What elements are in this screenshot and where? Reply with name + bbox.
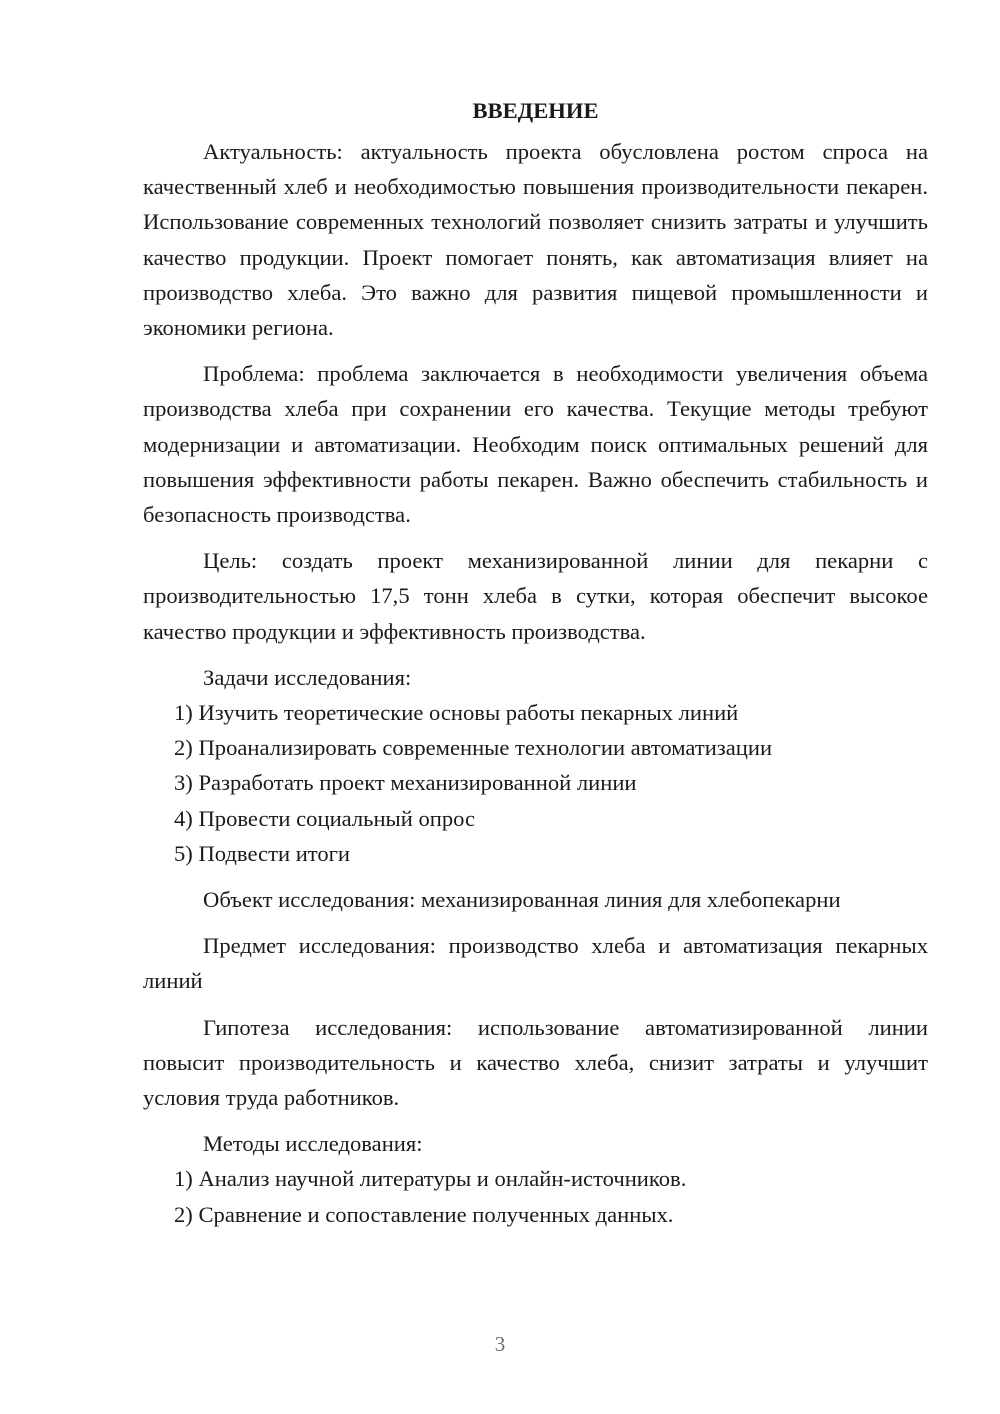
document-title: ВВЕДЕНИЕ [472,98,599,123]
problem-paragraph: Проблема: проблема заключается в необходимости увеличения объема производства хлеба при сохранении его качества. Текущие методы требуют модернизации и автоматизации. Необходим поиск оптимальных решений для повышения эффективности работы пекарен. Важно обеспечить стабильность и безопасность производства. [143,361,928,528]
document-page [143,93,928,1232]
subject-paragraph: Предмет исследования: производство хлеба и автоматизация пекарных линий [143,933,928,994]
task-item: 5) Подвести итоги [174,840,351,866]
task-item: 1) Изучить теоретические основы работы пекарных линий [174,700,739,726]
hypothesis-paragraph: Гипотеза исследования: использование автоматизированной линии повысит производительность и качество хлеба, снизит затраты и улучшит условия труда работников. [143,1014,928,1111]
tasks-heading: Задачи исследования: [203,664,412,690]
methods-heading: Методы исследования: [203,1131,423,1157]
goal-paragraph: Цель: создать проект механизированной линии для пекарни с производительностью 17,5 тонн хлеба в сутки, которая обеспечит высокое качество продукции и эффективность производства. [143,548,928,644]
relevance-paragraph: Актуальность: актуальность проекта обусловлена ростом спроса на качественный хлеб и необходимостью повышения производительности пекарен. Использование современных технологий позволяет снизить затраты и улучшить качество продукции. Проект помогает понять, как автоматизация влияет на производство хлеба. Это важно для развития пищевой промышленности и экономики региона. [143,139,928,341]
method-item: 2) Сравнение и сопоставление полученных данных. [174,1201,674,1227]
page-number: 3 [494,1332,506,1356]
task-item: 2) Проанализировать современные технологии автоматизации [174,735,773,761]
task-item: 3) Разработать проект механизированной линии [174,770,637,796]
method-item: 1) Анализ научной литературы и онлайн-источников. [174,1166,687,1192]
object-paragraph: Объект исследования: механизированная линия для хлебопекарни [203,887,841,913]
task-item: 4) Провести социальный опрос [174,805,476,831]
